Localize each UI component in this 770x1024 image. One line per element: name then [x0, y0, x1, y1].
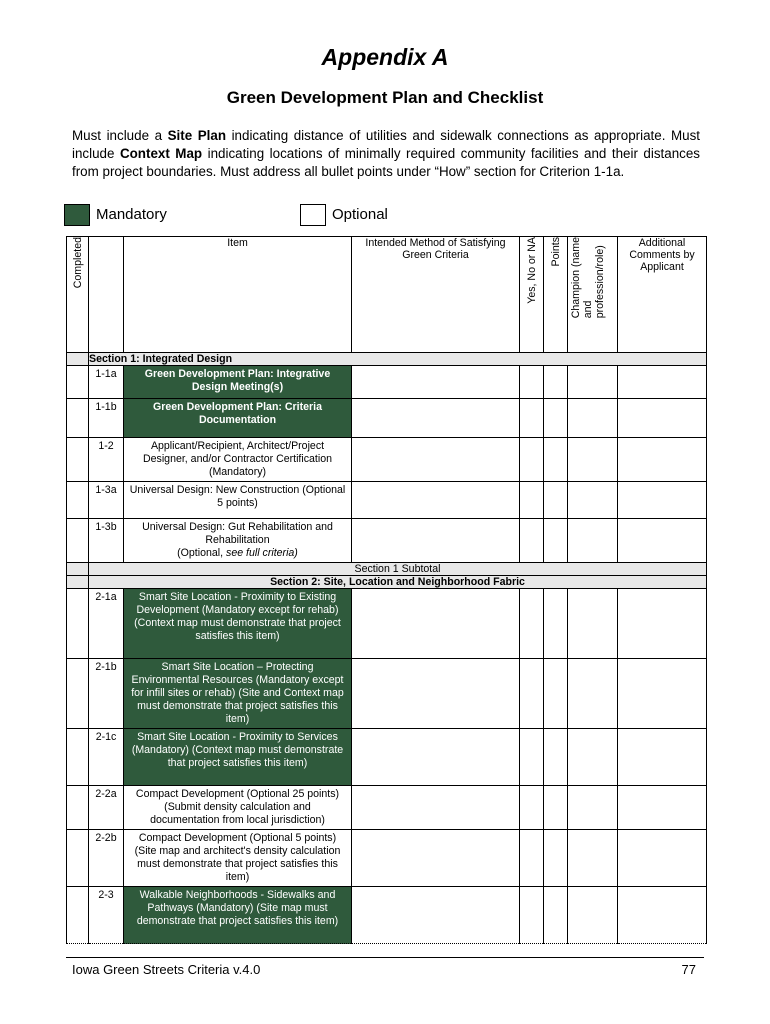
method-input-cell[interactable] [352, 366, 520, 399]
yes-no-input-cell[interactable] [520, 887, 544, 944]
criterion-id: 2-2b [89, 830, 124, 887]
comments-input-cell[interactable] [618, 589, 707, 659]
table-row [67, 589, 707, 659]
points-input-cell[interactable] [544, 366, 568, 399]
comments-input-cell[interactable] [618, 482, 707, 519]
comments-input-cell[interactable] [618, 830, 707, 887]
comments-input-cell[interactable] [618, 399, 707, 438]
yes-no-input-cell[interactable] [520, 729, 544, 786]
footer-rule [66, 957, 704, 958]
item-text [124, 438, 351, 481]
item-label: Compact Development (Optional 25 points) (Submit density calculation and documentation from local jurisdiction) [135, 788, 340, 826]
page-title: Appendix A [321, 44, 449, 70]
site-plan-bold: Site Plan [167, 128, 227, 143]
criterion-id: 2-1b [89, 659, 124, 729]
instructions-text-3: indicating locations of minimally required community facilities and their distances from project boundaries. Must address all bullet points under “How” section for Criterion 1-1a. [72, 146, 700, 179]
criterion-id: 1-3b [89, 519, 124, 563]
method-input-cell[interactable] [352, 729, 520, 786]
header-points: Points [544, 237, 568, 353]
context-map-bold: Context Map [119, 146, 203, 161]
criterion-id: 1-2 [89, 438, 124, 482]
completed-checkbox-cell[interactable] [67, 659, 89, 729]
comments-input-cell[interactable] [618, 659, 707, 729]
item-label: Universal Design: New Construction (Optional 5 points) [129, 484, 346, 509]
item-text [124, 519, 351, 562]
instructions-paragraph [72, 127, 700, 181]
comments-input-cell[interactable] [618, 729, 707, 786]
item-text [124, 729, 351, 772]
item-text [124, 399, 351, 429]
item-label: Smart Site Location – Protecting Environmental Resources (Mandatory except for infill sites or rehab) (Site and Context map must demonstrate that project satisfies this item) [131, 661, 344, 725]
header-item: Item [124, 237, 352, 353]
method-input-cell[interactable] [352, 887, 520, 944]
champion-input-cell[interactable] [568, 887, 618, 944]
table-row [67, 482, 707, 519]
page-subtitle: Green Development Plan and Checklist [226, 88, 544, 107]
points-input-cell[interactable] [544, 786, 568, 830]
mandatory-item-cell [124, 887, 352, 944]
criterion-id: 2-1a [89, 589, 124, 659]
yes-no-input-cell[interactable] [520, 786, 544, 830]
completed-checkbox-cell[interactable] [67, 366, 89, 399]
header-comments: Additional Comments by Applicant [618, 237, 707, 353]
points-input-cell[interactable] [544, 482, 568, 519]
champion-input-cell[interactable] [568, 399, 618, 438]
completed-checkbox-cell[interactable] [67, 729, 89, 786]
comments-input-cell[interactable] [618, 887, 707, 944]
champion-input-cell[interactable] [568, 519, 618, 563]
method-input-cell[interactable] [352, 399, 520, 438]
champion-input-cell[interactable] [568, 482, 618, 519]
criterion-id: 2-2a [89, 786, 124, 830]
header-completed: Completed [67, 237, 89, 353]
item-text [124, 659, 351, 728]
table-row [67, 399, 707, 438]
section-2-header [67, 576, 707, 589]
champion-input-cell[interactable] [568, 729, 618, 786]
points-input-cell[interactable] [544, 399, 568, 438]
section-1-subtotal-row [67, 563, 707, 576]
table-row [67, 729, 707, 786]
instructions-text-2: indicating distance of utilities and sidewalk connections as appropriate. Must include [72, 128, 701, 161]
item-label: Smart Site Location - Proximity to Existing Development (Mandatory except for rehab) (Context map must demonstrate that project satisfies this item) [134, 591, 341, 642]
champion-input-cell[interactable] [568, 830, 618, 887]
comments-input-cell[interactable] [618, 786, 707, 830]
mandatory-label: Mandatory [96, 206, 167, 223]
comments-input-cell[interactable] [618, 519, 707, 563]
champion-input-cell[interactable] [568, 438, 618, 482]
champion-input-cell[interactable] [568, 786, 618, 830]
header-id [89, 237, 124, 353]
completed-checkbox-cell[interactable] [67, 589, 89, 659]
subtotal-completed-cell [67, 563, 89, 576]
item-label: Green Development Plan: Integrative Design Meeting(s) [144, 368, 331, 393]
table-row [67, 786, 707, 830]
checklist-table [66, 236, 707, 944]
yes-no-input-cell[interactable] [520, 438, 544, 482]
champion-input-cell[interactable] [568, 366, 618, 399]
mandatory-item-cell [124, 366, 352, 399]
completed-checkbox-cell[interactable] [67, 786, 89, 830]
comments-input-cell[interactable] [618, 366, 707, 399]
yes-no-input-cell[interactable] [520, 399, 544, 438]
method-input-cell[interactable] [352, 830, 520, 887]
yes-no-input-cell[interactable] [520, 659, 544, 729]
method-input-cell[interactable] [352, 659, 520, 729]
item-label: Universal Design: Gut Rehabilitation and Rehabilitation [142, 521, 333, 546]
header-champion: Champion (name and profession/role) [568, 237, 618, 353]
criterion-id: 2-1c [89, 729, 124, 786]
mandatory-item-cell [124, 659, 352, 729]
item-label: Smart Site Location - Proximity to Services (Mandatory) (Context map must demonstrate that project satisfies this item) [131, 731, 344, 769]
points-input-cell[interactable] [544, 438, 568, 482]
completed-checkbox-cell[interactable] [67, 438, 89, 482]
mandatory-item-cell [124, 399, 352, 438]
optional-item-cell [124, 482, 352, 519]
footer-left: Iowa Green Streets Criteria v.4.0 [72, 962, 261, 977]
points-input-cell[interactable] [544, 729, 568, 786]
method-input-cell[interactable] [352, 786, 520, 830]
criterion-id: 1-1b [89, 399, 124, 438]
table-row [67, 659, 707, 729]
section-1-header-label: Section 1: Integrated Design [89, 353, 707, 366]
section-completed-cell [67, 353, 89, 366]
method-input-cell[interactable] [352, 438, 520, 482]
optional-item-cell [124, 519, 352, 563]
item-text [124, 830, 351, 886]
item-label: Walkable Neighborhoods - Sidewalks and Pathways (Mandatory) (Site map must demonstrate that project satisfies this item) [136, 889, 339, 927]
footer-page-number: 77 [681, 962, 696, 977]
points-input-cell[interactable] [544, 519, 568, 563]
table-row [67, 519, 707, 563]
completed-checkbox-cell[interactable] [67, 399, 89, 438]
yes-no-input-cell[interactable] [520, 482, 544, 519]
section-1-subtotal-label: Section 1 Subtotal [89, 563, 707, 576]
champion-input-cell[interactable] [568, 589, 618, 659]
mandatory-item-cell [124, 729, 352, 786]
section-1-header [67, 353, 707, 366]
comments-input-cell[interactable] [618, 438, 707, 482]
item-text [124, 589, 351, 645]
yes-no-input-cell[interactable] [520, 366, 544, 399]
points-input-cell[interactable] [544, 659, 568, 729]
table-row [67, 438, 707, 482]
item-text [124, 482, 351, 512]
optional-swatch [300, 204, 326, 226]
method-input-cell[interactable] [352, 589, 520, 659]
points-input-cell[interactable] [544, 830, 568, 887]
completed-checkbox-cell[interactable] [67, 830, 89, 887]
completed-checkbox-cell[interactable] [67, 519, 89, 563]
item-label: Green Development Plan: Criteria Documentation [153, 401, 322, 426]
yes-no-input-cell[interactable] [520, 830, 544, 887]
item-tail: (Optional, [177, 547, 227, 559]
criterion-id: 1-3a [89, 482, 124, 519]
method-input-cell[interactable] [352, 519, 520, 563]
optional-item-cell [124, 786, 352, 830]
completed-checkbox-cell[interactable] [67, 887, 89, 944]
points-input-cell[interactable] [544, 887, 568, 944]
yes-no-input-cell[interactable] [520, 519, 544, 563]
champion-input-cell[interactable] [568, 659, 618, 729]
completed-checkbox-cell[interactable] [67, 482, 89, 519]
yes-no-input-cell[interactable] [520, 589, 544, 659]
section-2-header-label: Section 2: Site, Location and Neighborhood Fabric [89, 576, 707, 589]
points-input-cell[interactable] [544, 589, 568, 659]
optional-label: Optional [332, 206, 388, 223]
table-row [67, 830, 707, 887]
section-completed-cell [67, 576, 89, 589]
item-text [124, 366, 351, 396]
item-text [124, 887, 351, 930]
header-yes-no: Yes, No or NA [520, 237, 544, 353]
item-label: Applicant/Recipient, Architect/Project Designer, and/or Contractor Certification (Mandatory) [142, 440, 332, 478]
optional-item-cell [124, 830, 352, 887]
item-tail-italic: see full criteria) [226, 547, 298, 559]
table-row [67, 887, 707, 944]
table-row [67, 366, 707, 399]
instructions-text-1: Must include a [72, 128, 168, 143]
method-input-cell[interactable] [352, 482, 520, 519]
item-label: Compact Development (Optional 5 points) (Site map and architect's density calculation must demonstrate that project satisfies this item) [134, 832, 341, 883]
criterion-id: 2-3 [89, 887, 124, 944]
legend [64, 204, 464, 226]
mandatory-item-cell [124, 589, 352, 659]
header-method: Intended Method of Satisfying Green Criteria [352, 237, 520, 353]
item-text [124, 786, 351, 829]
optional-item-cell [124, 438, 352, 482]
criterion-id: 1-1a [89, 366, 124, 399]
mandatory-swatch [64, 204, 90, 226]
header-row [67, 237, 707, 353]
